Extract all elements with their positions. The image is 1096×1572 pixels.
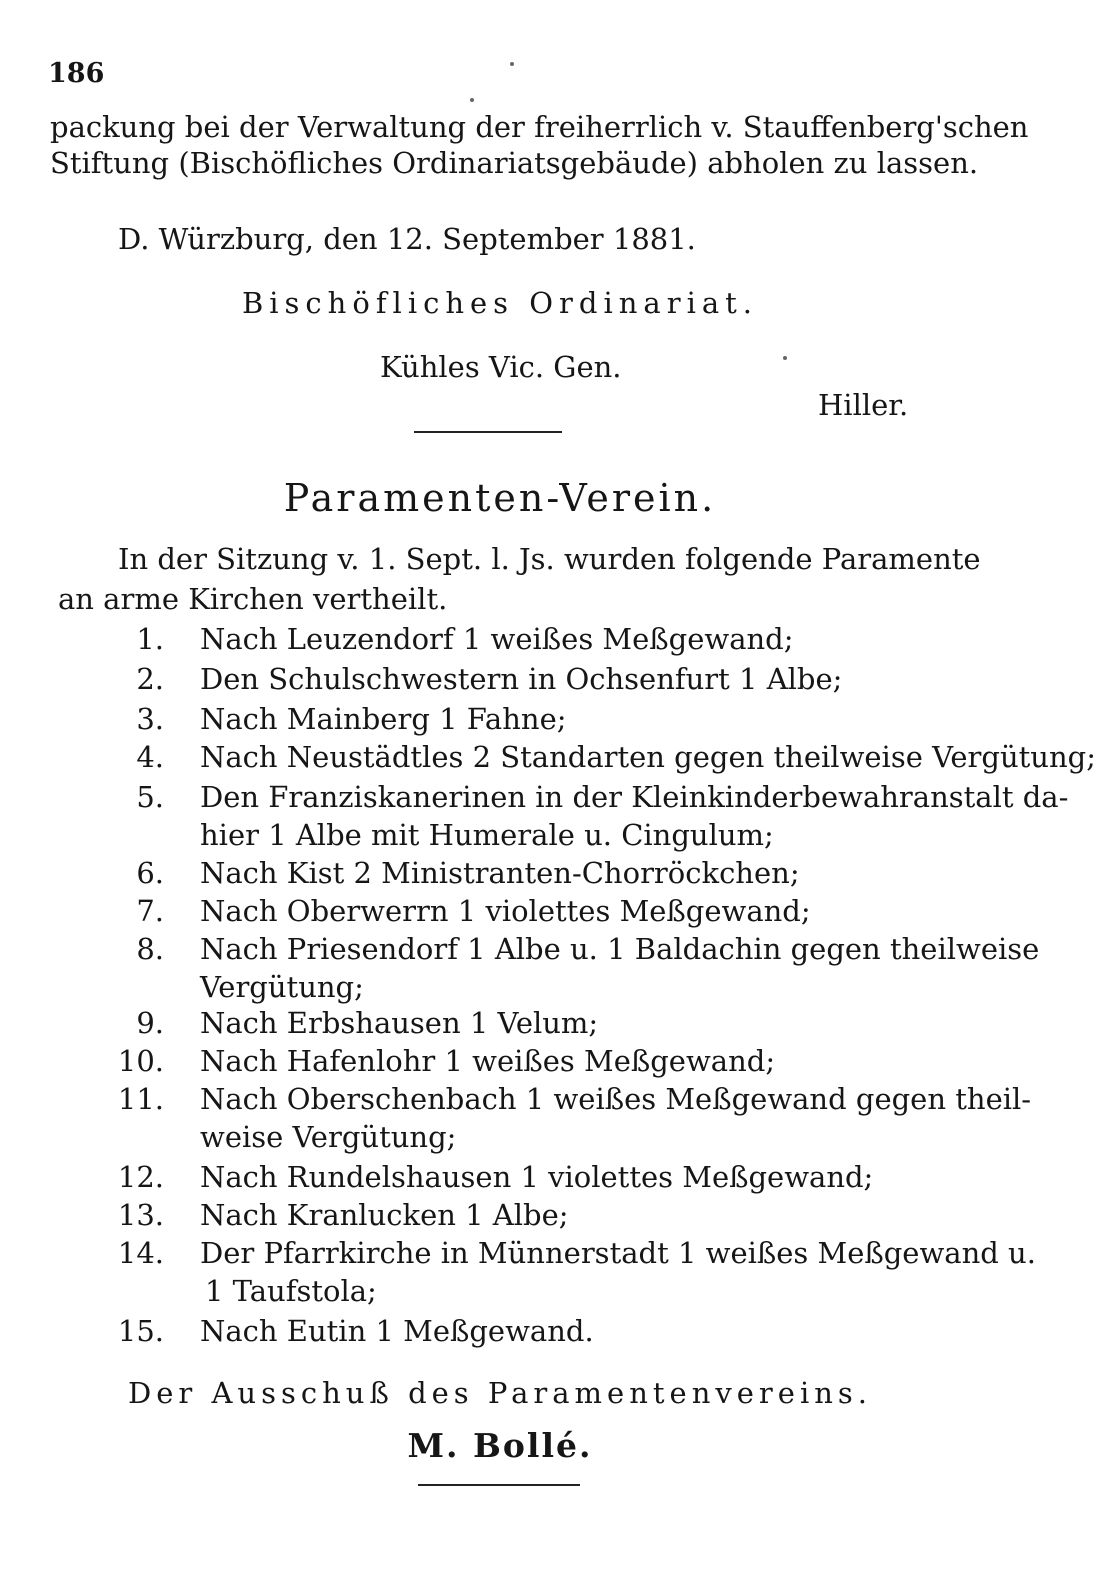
item-text: Nach Kist 2 Ministranten-Chorröckchen;	[200, 856, 800, 890]
page-number: 186	[48, 58, 105, 89]
item-number: 15.	[117, 1314, 164, 1348]
item-text: Nach Rundelshausen 1 violettes Meßgewand;	[200, 1160, 874, 1194]
item-text: Nach Neustädtles 2 Standarten gegen theilweise Vergütung;	[200, 740, 1096, 774]
item-text: Nach Hafenlohr 1 weißes Meßgewand;	[200, 1044, 776, 1078]
item-text: Nach Oberschenbach 1 weißes Meßgewand gegen theil-	[200, 1082, 1032, 1116]
item-continuation: Vergütung;	[200, 970, 364, 1004]
item-text: Nach Mainberg 1 Fahne;	[200, 702, 567, 736]
lead-line-1: In der Sitzung v. 1. Sept. l. Js. wurden folgende Paramente	[118, 542, 981, 576]
intro-line-1: packung bei der Verwaltung der freiherrlich v. Stauffenberg'schen	[50, 110, 1029, 144]
item-number: 10.	[117, 1044, 164, 1078]
divider-rule-top	[414, 431, 562, 433]
lead-line-2: an arme Kirchen vertheilt.	[58, 582, 448, 616]
signer-right: Hiller.	[818, 388, 909, 422]
print-speck	[783, 356, 787, 360]
item-text: Nach Eutin 1 Meßgewand.	[200, 1314, 594, 1348]
item-number: 12.	[117, 1160, 164, 1194]
item-number: 9.	[136, 1006, 164, 1040]
item-number: 7.	[136, 894, 164, 928]
signer-left: Kühles Vic. Gen.	[380, 350, 622, 384]
item-number: 13.	[117, 1198, 164, 1232]
print-speck	[510, 62, 514, 66]
item-number: 11.	[117, 1082, 164, 1116]
item-number: 8.	[136, 932, 164, 966]
intro-line-2: Stiftung (Bischöfliches Ordinariatsgebäude) abholen zu lassen.	[50, 146, 979, 180]
item-number: 4.	[136, 740, 164, 774]
item-text: Nach Erbshausen 1 Velum;	[200, 1006, 599, 1040]
committee-line: Der Ausschuß des Paramentenvereins.	[128, 1376, 872, 1410]
item-text: Nach Oberwerrn 1 violettes Meßgewand;	[200, 894, 811, 928]
signature: M. Bollé.	[407, 1426, 593, 1465]
item-number: 1.	[136, 622, 164, 656]
item-text: Der Pfarrkirche in Münnerstadt 1 weißes Meßgewand u.	[200, 1236, 1036, 1270]
section-title: Paramenten-Verein.	[283, 476, 717, 520]
item-continuation: 1 Taufstola;	[205, 1274, 377, 1308]
item-number: 2.	[136, 662, 164, 696]
item-text: Nach Priesendorf 1 Albe u. 1 Baldachin gegen theilweise	[200, 932, 1040, 966]
item-text: Den Franziskanerinen in der Kleinkinderbewahranstalt da-	[200, 780, 1069, 814]
dateline: D. Würzburg, den 12. September 1881.	[118, 222, 696, 256]
divider-rule-bottom	[418, 1484, 580, 1486]
item-text: Den Schulschwestern in Ochsenfurt 1 Albe;	[200, 662, 843, 696]
item-number: 14.	[117, 1236, 164, 1270]
item-number: 3.	[136, 702, 164, 736]
item-continuation: weise Vergütung;	[200, 1120, 457, 1154]
item-number: 5.	[136, 780, 164, 814]
item-number: 6.	[136, 856, 164, 890]
item-continuation: hier 1 Albe mit Humerale u. Cingulum;	[200, 818, 774, 852]
item-text: Nach Kranlucken 1 Albe;	[200, 1198, 569, 1232]
print-speck	[470, 98, 474, 102]
office-name: Bischöfliches Ordinariat.	[241, 286, 759, 320]
item-text: Nach Leuzendorf 1 weißes Meßgewand;	[200, 622, 794, 656]
